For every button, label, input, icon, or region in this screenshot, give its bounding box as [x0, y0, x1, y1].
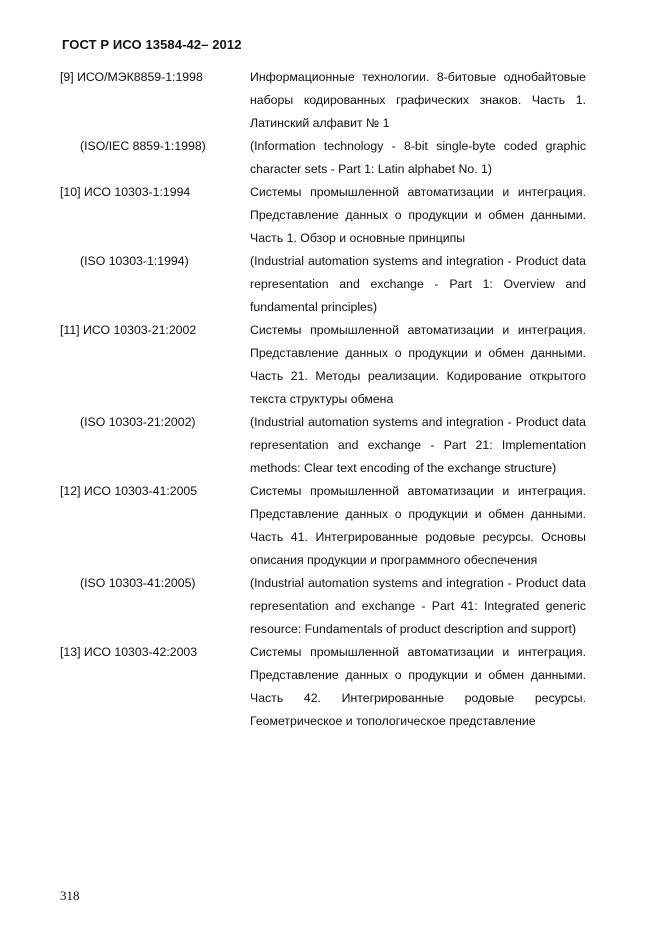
reference-label: [11] ИСО 10303-21:2002 [60, 323, 197, 337]
reference-entry-original [60, 411, 586, 480]
reference-label: (ISO 10303-1:1994) [80, 254, 189, 268]
reference-text: Системы промышленной автоматизации и интеграция. Представление данных о продукции и обмен данными. Часть 1. Обзор и основные принципы [250, 185, 586, 245]
reference-entry [60, 641, 586, 733]
reference-text: Системы промышленной автоматизации и интеграция. Представление данных о продукции и обмен данными. Часть 42. Интегрированные родовые ресурсы. Геометрическое и топологическое представление [250, 645, 586, 728]
reference-entry-original [60, 135, 586, 181]
reference-label: [10] ИСО 10303-1:1994 [60, 185, 191, 199]
document-header: ГОСТ Р ИСО 13584-42– 2012 [62, 37, 242, 52]
reference-entry [60, 181, 586, 250]
reference-label: (ISO 10303-41:2005) [80, 576, 196, 590]
reference-label: (ISO/IEC 8859-1:1998) [80, 139, 206, 153]
reference-text: Системы промышленной автоматизации и интеграция. Представление данных о продукции и обмен данными. Часть 21. Методы реализации. Кодирование открытого текста структуры обмена [250, 323, 586, 406]
reference-label: (ISO 10303-21:2002) [80, 415, 196, 429]
reference-text: (Industrial automation systems and integration - Product data representation and exchange - Part 21: Implementation methods: Clear text encoding of the exchange structure) [250, 415, 586, 475]
reference-entry-original [60, 572, 586, 641]
page-number: 318 [60, 888, 80, 903]
reference-text: (Industrial automation systems and integration - Product data representation and exchange - Part 41: Integrated generic resource: Fundamentals of product description and support) [250, 576, 586, 636]
reference-label: [13] ИСО 10303-42:2003 [60, 645, 198, 659]
reference-text: (Information technology - 8-bit single-byte coded graphic character sets - Part 1: Latin alphabet No. 1) [250, 139, 586, 176]
reference-entry [60, 66, 586, 135]
references-list [60, 66, 586, 733]
reference-text: (Industrial automation systems and integration - Product data representation and exchange - Part 1: Overview and fundamental principles) [250, 254, 586, 314]
reference-text: Информационные технологии. 8-битовые однобайтовые наборы кодированных графических знаков. Часть 1. Латинский алфавит № 1 [250, 70, 586, 130]
reference-text: Системы промышленной автоматизации и интеграция. Представление данных о продукции и обмен данными. Часть 41. Интегрированные родовые ресурсы. Основы описания продукции и программного обеспечения [250, 484, 586, 567]
reference-label: [9] ИСО/МЭК8859-1:1998 [60, 70, 203, 84]
reference-label: [12] ИСО 10303-41:2005 [60, 484, 198, 498]
reference-entry-original [60, 250, 586, 319]
reference-entry [60, 480, 586, 572]
reference-entry [60, 319, 586, 411]
